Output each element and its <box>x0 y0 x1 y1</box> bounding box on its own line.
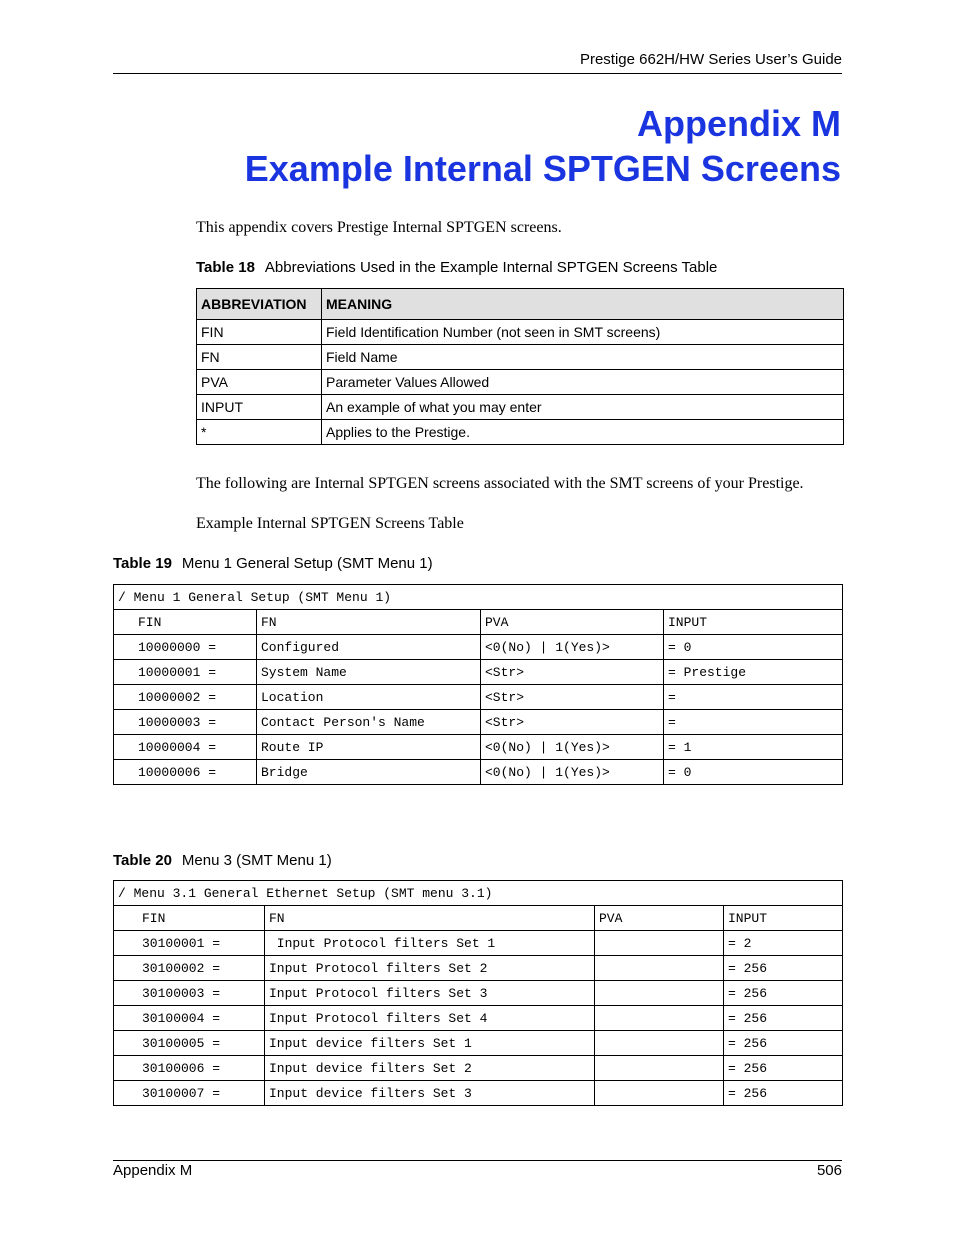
pva-cell <box>595 1056 724 1081</box>
fn-cell: Input Protocol filters Set 2 <box>265 956 595 981</box>
abbreviation-cell: INPUT <box>197 395 322 420</box>
header-cell: FN <box>257 610 481 635</box>
pva-cell <box>595 931 724 956</box>
fn-cell: System Name <box>257 660 481 685</box>
fin-cell: 10000003 = <box>114 710 257 735</box>
fn-cell: Location <box>257 685 481 710</box>
fn-cell: Route IP <box>257 735 481 760</box>
table20-caption-text: Menu 3 (SMT Menu 1) <box>181 852 332 869</box>
pva-cell: <0(No) | 1(Yes)> <box>481 760 664 785</box>
fn-cell: Input Protocol filters Set 4 <box>265 1006 595 1031</box>
menu1-table <box>113 584 843 785</box>
fin-cell: 10000002 = <box>114 685 257 710</box>
abbreviations-table <box>196 288 844 445</box>
input-cell: = 256 <box>724 1056 843 1081</box>
running-header: Prestige 662H/HW Series User’s Guide <box>579 51 842 68</box>
table-row <box>114 760 843 785</box>
header-cell: PVA <box>595 906 724 931</box>
table-row <box>114 1031 843 1056</box>
fin-cell: 30100004 = <box>114 1006 265 1031</box>
table-row <box>114 981 843 1006</box>
fin-cell: 30100006 = <box>114 1056 265 1081</box>
table18-number: Table 18 <box>196 259 255 276</box>
pva-cell <box>595 1031 724 1056</box>
table-header-row <box>114 906 843 931</box>
table-row <box>197 395 844 420</box>
appendix-subtitle: Example Internal SPTGEN Screens <box>244 148 841 189</box>
input-cell: = 0 <box>664 760 843 785</box>
sptgen-paragraph: The following are Internal SPTGEN screens associated with the SMT screens of your Prestige. <box>196 475 804 492</box>
header-cell: INPUT <box>664 610 843 635</box>
pva-cell <box>595 981 724 1006</box>
pva-cell <box>595 1081 724 1106</box>
table-row <box>197 345 844 370</box>
fn-cell: Contact Person's Name <box>257 710 481 735</box>
input-cell: = 256 <box>724 1031 843 1056</box>
table-header-row <box>197 289 844 320</box>
header-cell: FIN <box>114 610 257 635</box>
table-row <box>114 1081 843 1106</box>
input-cell: = 256 <box>724 1006 843 1031</box>
abbreviation-cell: FIN <box>197 320 322 345</box>
fin-cell: 10000000 = <box>114 635 257 660</box>
table-row <box>114 735 843 760</box>
table-row <box>114 635 843 660</box>
pva-cell: <0(No) | 1(Yes)> <box>481 635 664 660</box>
input-cell: = 256 <box>724 956 843 981</box>
table-row <box>114 1056 843 1081</box>
fin-cell: 30100003 = <box>114 981 265 1006</box>
fn-cell: Input Protocol filters Set 3 <box>265 981 595 1006</box>
meaning-cell: An example of what you may enter <box>322 395 844 420</box>
table20-caption <box>113 852 332 869</box>
header-cell: MEANING <box>322 289 844 320</box>
fin-cell: 30100005 = <box>114 1031 265 1056</box>
fin-cell: 10000006 = <box>114 760 257 785</box>
table-title-row <box>114 585 843 610</box>
input-cell: = 1 <box>664 735 843 760</box>
table-row <box>197 420 844 445</box>
table-row <box>114 931 843 956</box>
header-cell: INPUT <box>724 906 843 931</box>
header-cell: FIN <box>114 906 265 931</box>
table18-caption-text: Abbreviations Used in the Example Internal SPTGEN Screens Table <box>264 259 718 276</box>
fn-cell: Input device filters Set 2 <box>265 1056 595 1081</box>
fin-cell: 30100002 = <box>114 956 265 981</box>
meaning-cell: Field Identification Number (not seen in SMT screens) <box>322 320 844 345</box>
pva-cell: <Str> <box>481 710 664 735</box>
pva-cell <box>595 956 724 981</box>
footer-rule <box>113 1160 842 1161</box>
pva-cell: <Str> <box>481 660 664 685</box>
table-row <box>114 956 843 981</box>
table-row <box>114 1006 843 1031</box>
menu-title-cell: / Menu 1 General Setup (SMT Menu 1) <box>114 585 843 610</box>
input-cell: = Prestige <box>664 660 843 685</box>
header-cell: FN <box>265 906 595 931</box>
abbreviation-cell: FN <box>197 345 322 370</box>
input-cell: = 256 <box>724 981 843 1006</box>
fin-cell: 30100001 = <box>114 931 265 956</box>
input-cell: = 2 <box>724 931 843 956</box>
fin-cell: 10000004 = <box>114 735 257 760</box>
pva-cell: <Str> <box>481 685 664 710</box>
appendix-title: Appendix M <box>637 103 841 144</box>
intro-paragraph: This appendix covers Prestige Internal SPTGEN screens. <box>196 219 562 236</box>
input-cell: = <box>664 685 843 710</box>
page-number: 506 <box>816 1162 842 1179</box>
meaning-cell: Parameter Values Allowed <box>322 370 844 395</box>
header-rule <box>113 73 842 74</box>
fn-cell: Input device filters Set 3 <box>265 1081 595 1106</box>
input-cell: = <box>664 710 843 735</box>
input-cell: = 0 <box>664 635 843 660</box>
table19-caption <box>113 555 433 572</box>
footer-section: Appendix M <box>113 1162 193 1179</box>
table-row <box>197 320 844 345</box>
table20-number: Table 20 <box>113 852 172 869</box>
fin-cell: 10000001 = <box>114 660 257 685</box>
table-row <box>114 710 843 735</box>
table-row <box>114 660 843 685</box>
pva-cell <box>595 1006 724 1031</box>
menu-title-cell: / Menu 3.1 General Ethernet Setup (SMT menu 3.1) <box>114 881 843 906</box>
fin-cell: 30100007 = <box>114 1081 265 1106</box>
header-cell: PVA <box>481 610 664 635</box>
meaning-cell: Applies to the Prestige. <box>322 420 844 445</box>
table19-caption-text: Menu 1 General Setup (SMT Menu 1) <box>181 555 433 572</box>
fn-cell: Bridge <box>257 760 481 785</box>
table18-caption <box>196 259 717 276</box>
pva-cell: <0(No) | 1(Yes)> <box>481 735 664 760</box>
table19-number: Table 19 <box>113 555 172 572</box>
table-row <box>114 685 843 710</box>
fn-cell: Input Protocol filters Set 1 <box>265 931 595 956</box>
header-cell: ABBREVIATION <box>197 289 322 320</box>
menu3-table <box>113 880 843 1106</box>
sptgen-table-label: Example Internal SPTGEN Screens Table <box>196 515 464 532</box>
table-row <box>197 370 844 395</box>
abbreviation-cell: * <box>197 420 322 445</box>
fn-cell: Input device filters Set 1 <box>265 1031 595 1056</box>
table-title-row <box>114 881 843 906</box>
meaning-cell: Field Name <box>322 345 844 370</box>
table-header-row <box>114 610 843 635</box>
input-cell: = 256 <box>724 1081 843 1106</box>
fn-cell: Configured <box>257 635 481 660</box>
abbreviation-cell: PVA <box>197 370 322 395</box>
